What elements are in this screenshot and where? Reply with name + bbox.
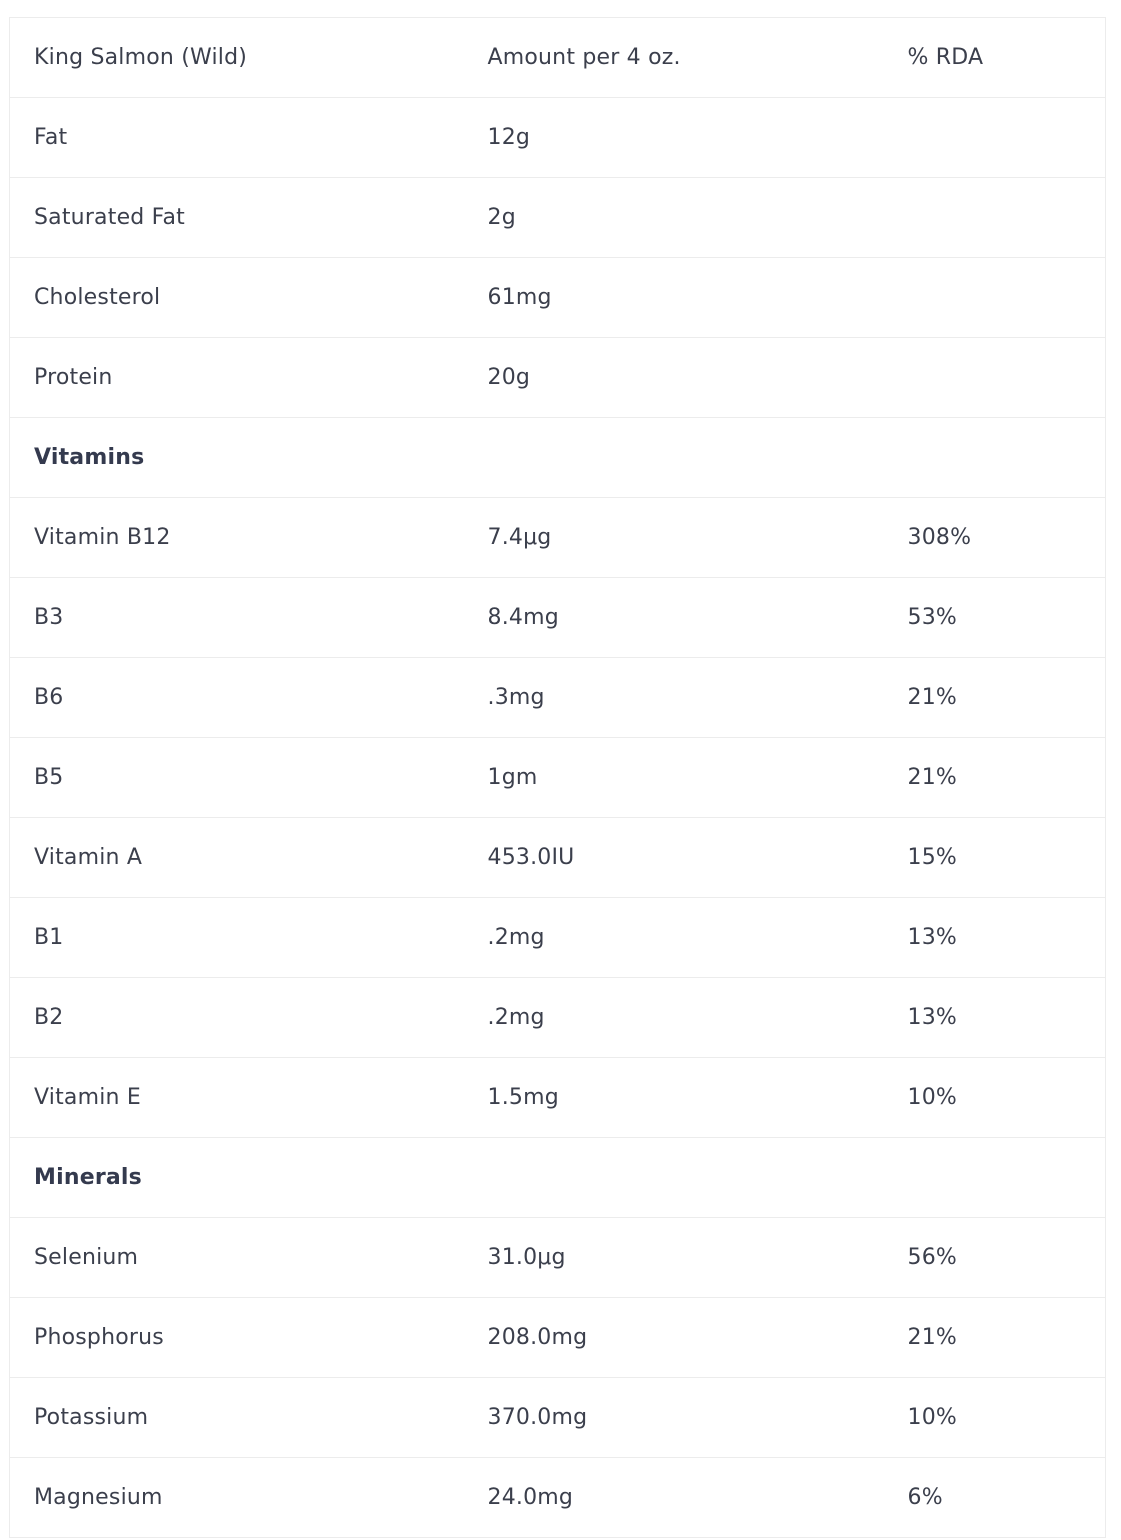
nutrient-amount: 24.0mg bbox=[464, 1458, 884, 1538]
nutrient-amount: 208.0mg bbox=[464, 1298, 884, 1378]
nutrient-amount: .2mg bbox=[464, 978, 884, 1058]
nutrient-amount: .3mg bbox=[464, 658, 884, 738]
table-row bbox=[10, 1058, 1106, 1138]
nutrient-name: Cholesterol bbox=[10, 258, 464, 338]
nutrient-rda bbox=[884, 98, 1106, 178]
nutrient-amount: .2mg bbox=[464, 898, 884, 978]
nutrient-rda bbox=[884, 338, 1106, 418]
nutrient-name: B1 bbox=[10, 898, 464, 978]
nutrient-rda: 21% bbox=[884, 1298, 1106, 1378]
nutrient-rda: 6% bbox=[884, 1458, 1106, 1538]
table-row bbox=[10, 738, 1106, 818]
nutrient-rda: 53% bbox=[884, 578, 1106, 658]
minerals-heading: Minerals bbox=[10, 1138, 464, 1218]
nutrient-rda bbox=[884, 178, 1106, 258]
table-row bbox=[10, 578, 1106, 658]
nutrient-amount: 7.4μg bbox=[464, 498, 884, 578]
nutrient-amount: 20g bbox=[464, 338, 884, 418]
nutrient-name: Vitamin E bbox=[10, 1058, 464, 1138]
nutrient-name: Vitamin A bbox=[10, 818, 464, 898]
nutrient-amount: 453.0IU bbox=[464, 818, 884, 898]
amount-header: Amount per 4 oz. bbox=[464, 18, 884, 98]
table-row bbox=[10, 498, 1106, 578]
table-row bbox=[10, 898, 1106, 978]
vitamins-heading: Vitamins bbox=[10, 418, 464, 498]
table-row bbox=[10, 338, 1106, 418]
nutrient-amount: 370.0mg bbox=[464, 1378, 884, 1458]
nutrient-rda: 21% bbox=[884, 658, 1106, 738]
nutrition-table bbox=[9, 17, 1106, 1538]
nutrient-name: Phosphorus bbox=[10, 1298, 464, 1378]
nutrient-amount: 8.4mg bbox=[464, 578, 884, 658]
table-row bbox=[10, 818, 1106, 898]
table-header-row bbox=[10, 18, 1106, 98]
nutrient-name: B6 bbox=[10, 658, 464, 738]
nutrient-rda: 13% bbox=[884, 898, 1106, 978]
nutrient-rda: 10% bbox=[884, 1378, 1106, 1458]
nutrient-rda: 10% bbox=[884, 1058, 1106, 1138]
nutrient-rda: 15% bbox=[884, 818, 1106, 898]
vitamins-section-row bbox=[10, 418, 1106, 498]
nutrient-name: Vitamin B12 bbox=[10, 498, 464, 578]
table-row bbox=[10, 658, 1106, 738]
nutrient-amount: 1.5mg bbox=[464, 1058, 884, 1138]
nutrient-amount: 12g bbox=[464, 98, 884, 178]
nutrient-amount: 2g bbox=[464, 178, 884, 258]
rda-header: % RDA bbox=[884, 18, 1106, 98]
nutrient-name: B3 bbox=[10, 578, 464, 658]
nutrient-rda: 13% bbox=[884, 978, 1106, 1058]
table-row bbox=[10, 258, 1106, 338]
nutrient-name: Saturated Fat bbox=[10, 178, 464, 258]
nutrient-name: Fat bbox=[10, 98, 464, 178]
minerals-section-row bbox=[10, 1138, 1106, 1218]
nutrient-rda bbox=[884, 258, 1106, 338]
nutrient-amount: 31.0μg bbox=[464, 1218, 884, 1298]
table-row bbox=[10, 978, 1106, 1058]
nutrient-name: B5 bbox=[10, 738, 464, 818]
nutrient-name: Protein bbox=[10, 338, 464, 418]
nutrient-rda: 308% bbox=[884, 498, 1106, 578]
nutrient-amount: 1gm bbox=[464, 738, 884, 818]
food-name-header: King Salmon (Wild) bbox=[10, 18, 464, 98]
table-row bbox=[10, 1298, 1106, 1378]
nutrient-name: Potassium bbox=[10, 1378, 464, 1458]
nutrient-rda: 56% bbox=[884, 1218, 1106, 1298]
table-row bbox=[10, 178, 1106, 258]
nutrient-name: B2 bbox=[10, 978, 464, 1058]
table-row bbox=[10, 1458, 1106, 1538]
nutrient-name: Selenium bbox=[10, 1218, 464, 1298]
table-row bbox=[10, 1218, 1106, 1298]
table-row bbox=[10, 98, 1106, 178]
nutrient-rda: 21% bbox=[884, 738, 1106, 818]
table-row bbox=[10, 1378, 1106, 1458]
nutrient-amount: 61mg bbox=[464, 258, 884, 338]
nutrient-name: Magnesium bbox=[10, 1458, 464, 1538]
